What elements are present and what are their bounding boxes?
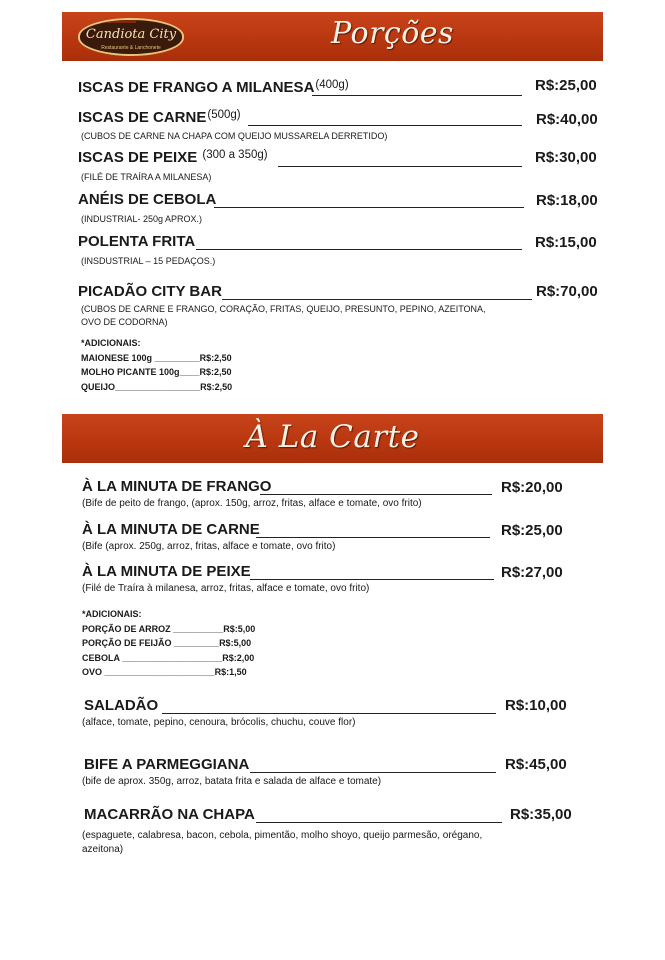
addon-price: R$:5,00	[219, 638, 252, 648]
addon-price: R$:2,50	[199, 352, 232, 363]
addon-price: R$:2,50	[200, 381, 233, 392]
item-price: R$:25,00	[535, 77, 597, 94]
item-description: (INSDUSTRIAL – 15 PEDAÇOS.)	[81, 256, 216, 266]
item-description: (FILÉ DE TRAÍRA A MILANESA)	[81, 172, 212, 182]
item-price: R$:20,00	[501, 479, 563, 496]
alacarte-banner	[62, 414, 603, 463]
item-description: (CUBOS DE CARNE NA CHAPA COM QUEIJO MUSSARELA DERRETIDO)	[81, 131, 388, 141]
item-description: (alface, tomate, pepino, cenoura, brócolis, chuchu, couve flor)	[82, 717, 356, 728]
item-description: (bife de aprox. 350g, arroz, batata frita e salada de alface e tomate)	[82, 776, 382, 787]
menu-item	[78, 149, 598, 171]
item-name: À LA MINUTA DE PEIXE	[82, 563, 251, 580]
item-description: (CUBOS DE CARNE E FRANGO, CORAÇÃO, FRITAS, QUEIJO, PRESUNTO, PEPINO, AZEITONA,	[81, 304, 486, 314]
addon-label: CEBOLA ____________________	[82, 652, 223, 663]
addon-row	[82, 665, 255, 680]
alacarte-title: À La Carte	[245, 419, 420, 455]
addon-row	[82, 636, 255, 651]
item-name: ANÉIS DE CEBOLA	[78, 191, 217, 208]
logo-text: Candiota City	[85, 27, 177, 42]
leader-line	[196, 249, 522, 250]
candiota-city-logo	[78, 18, 184, 56]
menu-item	[78, 109, 598, 131]
item-description: (Bife de peito de frango, (aprox. 150g, arroz, fritas, alface e tomate, ovo frito)	[82, 498, 422, 509]
item-name: PICADÃO CITY BAR	[78, 283, 222, 300]
item-name: POLENTA FRITA	[78, 233, 196, 250]
addon-price: R$:2,50	[199, 367, 232, 377]
leader-line	[260, 494, 492, 495]
leader-line	[256, 822, 502, 823]
addon-label: QUEIJO_________________	[81, 381, 201, 392]
item-qty: (300 a 350g)	[202, 149, 268, 161]
addon-price: R$:1,50	[214, 667, 247, 677]
addon-row	[81, 365, 232, 380]
leader-line	[250, 772, 496, 773]
item-description: (Bife (aprox. 250g, arroz, fritas, alface e tomate, ovo frito)	[82, 541, 336, 552]
addons-heading: *ADICIONAIS:	[81, 338, 141, 348]
menu-item	[84, 806, 584, 828]
addon-row	[81, 380, 232, 395]
item-description: (INDUSTRIAL- 250g APROX.)	[81, 214, 203, 224]
addon-row	[82, 622, 255, 637]
item-price: R$:18,00	[536, 192, 598, 209]
porcoes-banner	[62, 12, 603, 61]
item-name-line	[78, 109, 241, 126]
menu-item	[78, 191, 598, 213]
item-name: À LA MINUTA DE CARNE	[82, 521, 260, 538]
item-price: R$:70,00	[536, 283, 598, 300]
logo-subtitle: Restaurante & Lanchonete	[101, 45, 161, 51]
item-price: R$:10,00	[505, 697, 567, 714]
leader-line	[162, 713, 496, 714]
porcoes-title: Porções	[331, 16, 454, 51]
menu-item	[78, 79, 598, 101]
leader-line	[312, 95, 522, 96]
addon-label: OVO ______________________	[82, 667, 215, 677]
porcoes-addons	[81, 336, 232, 394]
item-name-line	[78, 149, 268, 166]
item-qty: (500g)	[207, 109, 241, 121]
logo-crown	[100, 18, 136, 23]
item-name: MACARRÃO NA CHAPA	[84, 806, 255, 823]
item-price: R$:27,00	[501, 564, 563, 581]
leader-line	[250, 579, 494, 580]
menu-item	[78, 283, 598, 305]
item-price: R$:35,00	[510, 806, 572, 823]
addons-heading: *ADICIONAIS:	[82, 609, 142, 619]
addon-label: PORÇÃO DE ARROZ __________	[82, 623, 224, 634]
item-name: SALADÃO	[84, 697, 159, 714]
alacarte-addons	[82, 607, 255, 680]
item-description: (espaguete, calabresa, bacon, cebola, pimentão, molho shoyo, queijo parmesão, orégano, azeitona)	[82, 830, 483, 855]
item-name: ISCAS DE PEIXE	[78, 149, 198, 166]
item-price: R$:15,00	[535, 234, 597, 251]
addon-label: PORÇÃO DE FEIJÃO _________	[82, 638, 220, 648]
addon-label: MOLHO PICANTE 100g____	[81, 367, 200, 377]
item-name: BIFE A PARMEGGIANA	[84, 756, 250, 773]
leader-line	[222, 299, 532, 300]
item-name-line	[78, 79, 349, 96]
item-price: R$:30,00	[535, 149, 597, 166]
item-price: R$:25,00	[501, 522, 563, 539]
addon-price: R$:5,00	[223, 623, 256, 634]
item-description: (Filé de Traíra à milanesa, arroz, fritas, alface e tomate, ovo frito)	[82, 583, 370, 594]
menu-item	[78, 233, 598, 255]
addon-row	[81, 351, 232, 366]
item-qty: (400g)	[315, 79, 349, 91]
addon-row	[82, 651, 255, 666]
leader-line	[278, 166, 522, 167]
addon-price: R$:2,00	[222, 652, 255, 663]
leader-line	[214, 207, 524, 208]
item-name: ISCAS DE CARNE	[78, 109, 207, 126]
item-name: À LA MINUTA DE FRANGO	[82, 478, 272, 495]
leader-line	[248, 125, 522, 126]
addon-label: MAIONESE 100g _________	[81, 352, 200, 363]
item-name: ISCAS DE FRANGO A MILANESA	[78, 79, 315, 96]
leader-line	[256, 537, 490, 538]
item-price: R$:45,00	[505, 756, 567, 773]
item-description-continued: OVO DE CODORNA)	[81, 317, 168, 327]
item-price: R$:40,00	[536, 111, 598, 128]
